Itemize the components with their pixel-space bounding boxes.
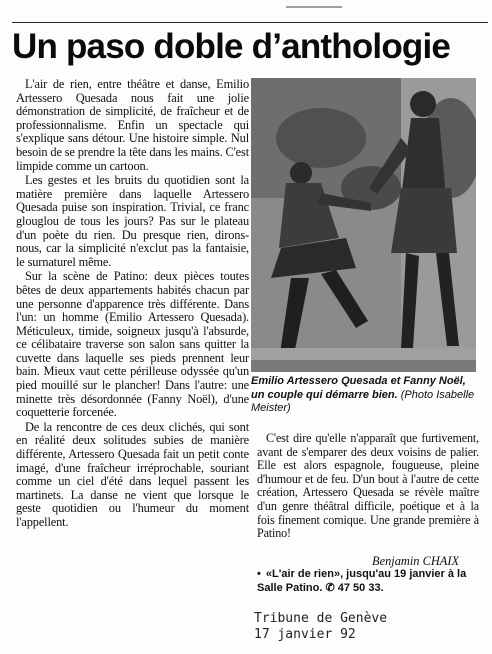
photo-caption-text: Emilio Artessero Quesada et Fanny Noël, un couple qui démarre bien.	[251, 375, 466, 401]
article-paragraph: Les gestes et les bruits du quotidien sont la matière première dans laquelle Artessero Quesada puise son inspiration. Trivial, ce franc glouglou de tous les jours? Pas sur le plateau d'un poète du rien. Du presque rien, dirons-nous, car la simplicité n'exclut pas la fantaisie, le surnaturel même.	[16, 173, 249, 269]
article-paragraph: Sur la scène de Patino: deux pièces toutes bêtes de deux appartements habités chacun par une personne d'apparence très différente. Dans l'un: un homme (Emilio Artessero Quesada). Méticuleux, timide, soigneux jusqu'à l'absurde, ce célibataire traverse son salon sans quitter la cuvette dans laquelle ses pieds prennent leur bain. Mieux vaut cette périlleuse odyssée qu'un pied mouillé sur le plancher! Dans l'autre: une minette très désordonnée (Fanny Noël), d'une coquetterie forcenée.	[16, 269, 249, 420]
article-column-left	[16, 78, 249, 531]
phone-number: 47 50 33.	[337, 581, 384, 594]
author-byline: Benjamin CHAIX	[372, 554, 460, 568]
photo-credit: (Photo Isabelle Meister)	[251, 388, 475, 414]
clipping-top-mark	[286, 6, 342, 8]
article-paragraph: De la rencontre de ces deux clichés, qui sont en réalité deux solitudes subies de manière différente, Artessero Quesada fait un petit conte imagé, d'une fraîcheur irréprochable, souriant comme un ciel d'été dans lequel passent les martinets. La danse ne vient que lorsque le geste quotidien ou l'humeur du moment l'appellent.	[16, 419, 249, 529]
event-info-text: «L'air de rien», jusqu'au 19 janvier à la Salle Patino.	[257, 568, 467, 594]
bullet-icon: •	[257, 568, 261, 580]
phone-icon: ✆	[325, 581, 335, 594]
article-photo	[251, 78, 476, 372]
article-column-right	[257, 432, 479, 542]
source-date: 17 janvier 92	[254, 626, 356, 642]
photo-caption	[251, 375, 479, 416]
article-paragraph: L'air de rien, entre théâtre et danse, Emilio Artessero Quesada nous fait une jolie démonstration de simplicité, de fraîcheur et de professionnalisme. Enfin un spectacle qui s'explique sans détour. Une histoire simple. Nul besoin de se prendre la tête dans les mains. C'est limpide comme un cartoon.	[16, 77, 249, 173]
source-publication: Tribune de Genève	[254, 611, 388, 626]
article-paragraph: C'est dire qu'elle n'apparaît que furtivement, avant de s'emparer des deux voisins de palier. Elle est alors espagnole, fougueuse, pleine d'humour et de feu. D'un bout à l'autre de cette création, Artessero Quesada se révèle maître d'un genre théâtral difficile, poétique et à la fois finement comique. Une grande première à Patino!	[257, 431, 479, 541]
source-stamp	[254, 611, 387, 642]
article-headline: Un paso doble d’anthologie	[12, 27, 451, 66]
top-rule	[12, 22, 488, 23]
event-info	[257, 568, 479, 595]
dancers-photo-illustration	[251, 78, 476, 372]
